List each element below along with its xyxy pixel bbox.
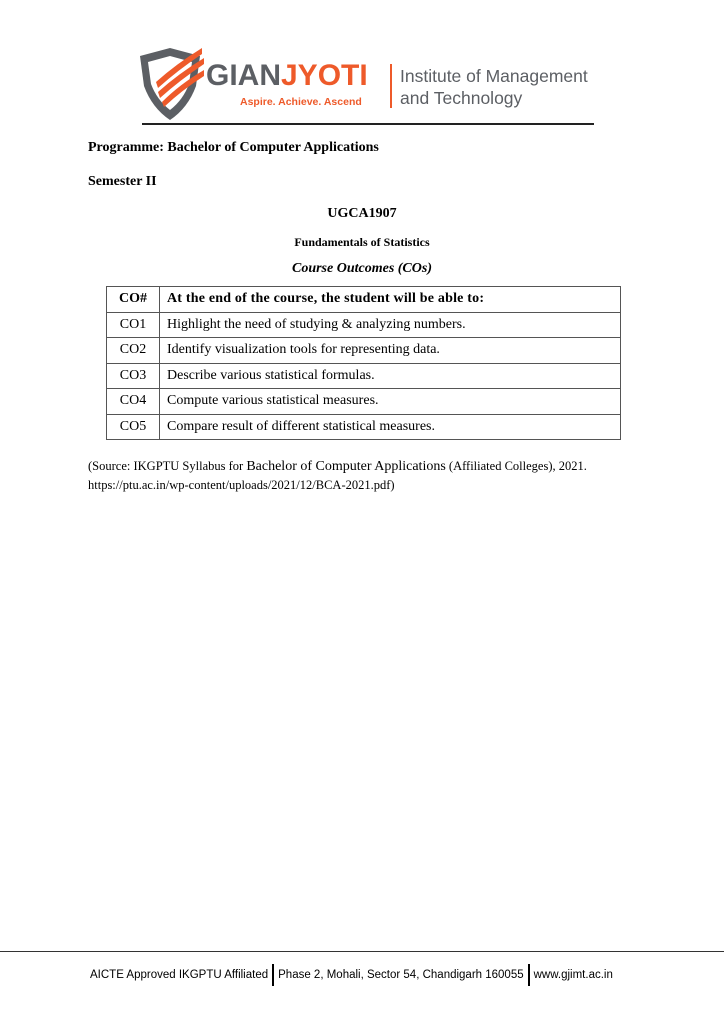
shield-stripes-logo-icon [136, 42, 204, 122]
table-row [107, 312, 621, 338]
co-id-cell: CO4 [107, 389, 160, 415]
table-row [107, 414, 621, 440]
programme-heading: Programme: Bachelor of Computer Applications [88, 140, 379, 155]
footer-rule [0, 951, 724, 952]
source-url[interactable]: https://ptu.ac.in/wp-content/uploads/2021/12/BCA-2021.pdf) [88, 478, 395, 492]
co-outcome-cell: Identify visualization tools for representing data. [160, 338, 621, 364]
co-outcome-cell: Compare result of different statistical measures. [160, 414, 621, 440]
brand-name [206, 60, 368, 92]
footer-divider [272, 964, 274, 986]
course-code: UGCA1907 [327, 206, 397, 221]
co-outcome-cell: Highlight the need of studying & analyzing numbers. [160, 312, 621, 338]
course-name: Fundamentals of Statistics [294, 235, 430, 249]
footer-affiliation: AICTE Approved IKGPTU Affiliated [90, 969, 269, 981]
source-program: Bachelor of Computer Applications [246, 459, 446, 474]
footer-address: Phase 2, Mohali, Sector 54, Chandigarh 160055 [278, 969, 524, 981]
co-id-cell: CO3 [107, 363, 160, 389]
footer [90, 964, 613, 986]
footer-divider [528, 964, 530, 986]
header-divider [390, 64, 392, 108]
table-row [107, 338, 621, 364]
brand-part-gian: GIAN [206, 59, 281, 92]
brand-part-jyoti: JYOTI [281, 59, 368, 92]
column-header-outcome: At the end of the course, the student will be able to: [160, 287, 621, 313]
course-outcomes-table [106, 286, 621, 440]
source-citation [88, 457, 640, 495]
table-row [107, 389, 621, 415]
co-outcome-cell: Compute various statistical measures. [160, 389, 621, 415]
letterhead [132, 42, 602, 132]
outcomes-title: Course Outcomes (COs) [291, 261, 432, 276]
co-id-cell: CO5 [107, 414, 160, 440]
source-prefix: (Source: IKGPTU Syllabus for [88, 459, 247, 473]
co-outcome-cell: Describe various statistical formulas. [160, 363, 621, 389]
column-header-co: CO# [107, 287, 160, 313]
institute-line-2: and Technology [400, 88, 523, 108]
table-header-row [107, 287, 621, 313]
header-rule [142, 123, 594, 125]
footer-website[interactable]: www.gjimt.ac.in [533, 969, 613, 981]
source-suffix: (Affiliated Colleges), 2021. [445, 459, 587, 473]
institute-line-1: Institute of Management [400, 66, 588, 86]
semester-heading: Semester II [88, 174, 157, 189]
co-id-cell: CO2 [107, 338, 160, 364]
brand-tagline: Aspire. Achieve. Ascend [240, 96, 362, 108]
institute-name [400, 65, 588, 109]
co-id-cell: CO1 [107, 312, 160, 338]
table-row [107, 363, 621, 389]
